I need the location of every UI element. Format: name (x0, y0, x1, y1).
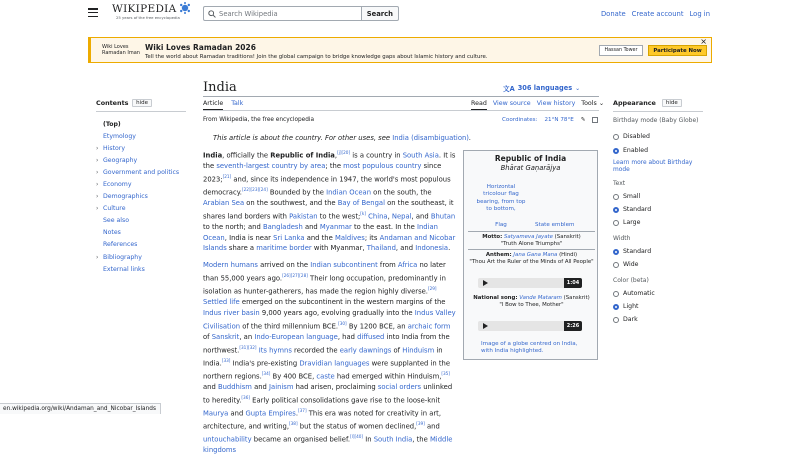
toc-item-label: Economy (103, 181, 132, 189)
radio-checked-icon[interactable] (613, 207, 619, 213)
appearance-hide-button[interactable]: hide (662, 99, 682, 107)
tab-talk[interactable]: Talk (231, 100, 244, 107)
color-automatic-option[interactable] (613, 290, 703, 297)
tab-view-history[interactable]: View history (536, 100, 576, 107)
anthem-duration: 1:04 (564, 278, 582, 288)
toc-item[interactable] (96, 203, 186, 215)
search-box[interactable] (203, 6, 362, 21)
view-tabs (471, 100, 604, 110)
toc-item[interactable] (96, 142, 186, 154)
anthem-row (466, 252, 597, 265)
option-label: Enabled (623, 147, 649, 154)
log-in-link[interactable]: Log in (689, 10, 710, 18)
title-divider (203, 96, 599, 97)
option-label: Standard (623, 206, 652, 213)
coordinates-label[interactable]: Coordinates: (502, 117, 538, 123)
toc-item-label: History (103, 144, 126, 152)
search-input[interactable] (219, 10, 349, 18)
edit-icon[interactable]: ✎ (580, 117, 586, 123)
radio-icon[interactable] (613, 262, 619, 268)
toc-item-label: (Top) (103, 120, 121, 128)
toc-item[interactable] (96, 166, 186, 178)
appearance-panel (613, 99, 703, 323)
page-title: India (203, 80, 237, 95)
status-bar-url: en.wikipedia.org/wiki/Andaman_and_Nicobar_Islands (0, 403, 161, 414)
hatnote-link[interactable]: India (disambiguation) (392, 134, 469, 142)
state-emblem-link[interactable]: State emblem (535, 222, 575, 228)
toc-item[interactable] (96, 251, 186, 263)
color-label: Color (beta) (613, 277, 649, 284)
coordinates (502, 117, 598, 123)
toc-item[interactable] (96, 118, 186, 130)
play-icon[interactable] (483, 280, 488, 286)
infobox (463, 150, 598, 360)
namespace-tabs (203, 100, 243, 110)
birthday-disabled-option[interactable] (613, 133, 703, 140)
text-large-option[interactable] (613, 219, 703, 226)
tab-view-source[interactable]: View source (492, 100, 531, 107)
option-label: Light (623, 303, 639, 310)
toc-item-label: Demographics (103, 193, 148, 201)
table-of-contents (96, 99, 186, 275)
anthem-lang: (Hindi) (559, 252, 578, 258)
banner-logo: Wiki Loves Ramadan Iman (102, 44, 140, 56)
search-button[interactable]: Search (362, 6, 399, 21)
toc-hide-button[interactable]: hide (132, 99, 152, 107)
option-label: Wide (623, 261, 639, 268)
language-icon: 文A (503, 85, 515, 93)
logo-wordmark: WIKIPEDIA (112, 3, 177, 15)
hatnote (213, 134, 471, 142)
toc-item-label: References (103, 241, 138, 249)
chevron-right-icon[interactable]: › (96, 156, 99, 164)
radio-icon[interactable] (613, 291, 619, 297)
toc-item-label: Bibliography (103, 253, 142, 261)
flag-alt-text: Horizontal tricolour flag bearing, from top to bottom, (476, 184, 526, 213)
chevron-right-icon[interactable]: › (96, 181, 99, 189)
language-button[interactable] (503, 83, 580, 93)
infobox-divider (468, 231, 595, 232)
globe-icon (179, 2, 191, 14)
banner-image: Hassan Tower (599, 45, 643, 56)
toc-item[interactable] (96, 215, 186, 227)
chevron-down-icon: ⌄ (575, 84, 581, 92)
article-body (203, 148, 459, 462)
anthem-translation: "Thou Art the Ruler of the Minds of All People" (469, 258, 594, 265)
color-dark-option[interactable] (613, 316, 703, 323)
toc-item[interactable] (96, 154, 186, 166)
search-icon (208, 10, 216, 18)
song-duration: 2:26 (564, 321, 582, 331)
toc-item-label: External links (103, 265, 145, 273)
participate-button[interactable]: Participate Now (648, 45, 707, 56)
chevron-right-icon[interactable]: › (96, 144, 99, 152)
option-label: Dark (623, 316, 638, 323)
text-size-label: Text (613, 180, 626, 187)
logo-tagline: 25 years of the free encyclopedia (116, 15, 180, 20)
song-link[interactable]: Vande Mataram (519, 295, 562, 301)
main-menu-icon[interactable] (88, 8, 98, 17)
infobox-title: Republic of India (494, 154, 567, 163)
toc-item[interactable] (96, 239, 186, 251)
flag-image[interactable] (476, 184, 526, 229)
banner-description: Tell the world about Ramadan traditions! Join the global campaign to bridge knowledge gaps about Islamic history and culture. (145, 54, 488, 60)
song-translation: "I Bow to Thee, Mother" (499, 301, 564, 308)
motto-link[interactable]: Satyameva Jayate (504, 234, 553, 240)
toc-item[interactable] (96, 227, 186, 239)
width-standard-option[interactable] (613, 248, 703, 255)
campaign-banner (88, 37, 712, 63)
wikipedia-logo[interactable] (112, 3, 191, 23)
anthem-audio-player[interactable] (478, 278, 582, 288)
flag-caption[interactable]: Flag (495, 221, 507, 228)
coordinates-value[interactable]: 21°N 78°E (544, 117, 574, 123)
option-label: Standard (623, 248, 652, 255)
radio-checked-icon[interactable] (613, 249, 619, 255)
motto-translation: "Truth Alone Triumphs" (500, 240, 563, 247)
hatnote-end: . (468, 134, 472, 142)
motto-row (466, 234, 597, 247)
toc-item[interactable] (96, 191, 186, 203)
toc-item-label: Culture (103, 205, 126, 213)
toc-item[interactable] (96, 263, 186, 275)
donate-link[interactable]: Donate (600, 10, 626, 18)
appearance-divider (613, 111, 703, 112)
radio-icon[interactable] (613, 317, 619, 323)
anthem-link[interactable]: Jana Gana Mana (513, 252, 558, 258)
toc-divider (96, 111, 186, 112)
tools-menu[interactable] (581, 100, 604, 110)
birthday-enabled-option[interactable] (613, 147, 703, 154)
chevron-right-icon[interactable]: › (96, 205, 99, 213)
song-label: National song: (473, 295, 518, 301)
tools-label: Tools (581, 100, 597, 107)
infobox-divider (468, 249, 595, 250)
text-small-option[interactable] (613, 193, 703, 200)
option-label: Large (623, 219, 641, 226)
language-count: 306 languages (517, 84, 573, 92)
toc-item-label: Etymology (103, 132, 136, 140)
play-icon[interactable] (483, 323, 488, 329)
option-label: Automatic (623, 290, 655, 297)
motto-label: Motto: (482, 234, 503, 240)
toc-heading: Contents (96, 99, 129, 107)
radio-icon[interactable] (613, 220, 619, 226)
toc-item[interactable] (96, 178, 186, 190)
infobox-subtitle: Bhārat Gaṇarājya (500, 164, 561, 172)
radio-checked-icon[interactable] (613, 304, 619, 310)
toc-item[interactable] (96, 130, 186, 142)
user-links (601, 10, 710, 18)
radio-icon[interactable] (613, 134, 619, 140)
width-wide-option[interactable] (613, 261, 703, 268)
map-icon[interactable] (592, 117, 598, 123)
color-light-option[interactable] (613, 303, 703, 310)
radio-icon[interactable] (613, 194, 619, 200)
motto-lang: (Sanskrit) (554, 234, 581, 240)
width-label: Width (613, 235, 631, 242)
toc-item-label: See also (103, 217, 130, 225)
option-label: Disabled (623, 133, 650, 140)
hatnote-text: This article is about the country. For other uses, see (213, 134, 393, 142)
tagline: From Wikipedia, the free encyclopedia (203, 117, 315, 123)
site-header (0, 0, 800, 30)
chevron-right-icon[interactable]: › (96, 193, 99, 201)
banner-title: Wiki Loves Ramadan 2026 (145, 43, 256, 52)
lead-paragraph: India, officially the Republic of India,[j][20] is a country in South Asia. It is the seventh-largest country by area; the most populous country since 2023;[21] and, since its independence in 1947, the world's most populous democracy.[22][23][24] Bounded by the Indian Ocean on the south, the Arabian Sea on the southwest, and the Bay of Bengal on the southeast, it shares land borders with Pakistan to the west;[k] China, Nepal, and Bhutan to the north; and Bangladesh and Myanmar to the east. In the Indian Ocean, India is near Sri Lanka and the Maldives; its Andaman and Nicobar Islands share a maritime border with Myanmar, Thailand, and Indonesia. (203, 150, 456, 253)
toc-list (96, 118, 186, 275)
toc-item-label: Notes (103, 229, 121, 237)
chevron-right-icon[interactable]: › (96, 168, 99, 176)
birthday-mode-label: Birthday mode (Baby Globe) (613, 117, 699, 124)
tab-read[interactable]: Read (471, 100, 487, 110)
text-standard-option[interactable] (613, 206, 703, 213)
search-form (203, 6, 399, 21)
history-paragraph: Modern humans arrived on the Indian subcontinent from Africa no later than 55,000 years ago.[26][27][28] Their long occupation, predominantly in isolation as hunter-gatherers, has made the region highly diverse.[29] Settled life emerged on the subcontinent in the western margins of the Indus river basin 9,000 years ago, evolving gradually into the Indus Valley Civilisation of the third millennium BCE.[30] By 1200 BCE, an archaic form of Sanskrit, an Indo-European language, had diffused into India from the northwest.[31][32] Its hymns recorded the early dawnings of Hinduism in India.[33] India's pre-existing Dravidian languages were supplanted in the northern regions.[34] By 400 BCE, caste had emerged within Hinduism,[35] and Buddhism and Jainism had arisen, proclaiming social orders unlinked to heredity.[36] Early political consolidations gave rise to the loose-knit Maurya and Gupta Empires.[37] This era was noted for creativity in art, architecture, and writing,[38] but the status of women declined,[39] and untouchability became an organised belief.[l][40] In South India, the Middle kingdoms (203, 261, 456, 454)
song-audio-player[interactable] (478, 321, 582, 331)
birthday-learn-more-link[interactable]: Learn more about Birthday mode (613, 160, 693, 173)
radio-checked-icon[interactable] (613, 148, 619, 154)
song-lang: (Sanskrit) (563, 295, 590, 301)
appearance-heading: Appearance (613, 99, 656, 107)
close-icon[interactable]: × (700, 37, 707, 46)
tab-article[interactable]: Article (203, 100, 223, 110)
option-label: Small (623, 193, 641, 200)
chevron-right-icon[interactable]: › (96, 253, 99, 261)
tabs-divider (203, 110, 599, 111)
chevron-down-icon: ⌄ (598, 100, 605, 107)
national-song-row (466, 295, 597, 308)
create-account-link[interactable]: Create account (631, 10, 684, 18)
globe-image-caption[interactable]: Image of a globe centred on India, with India highlighted. (481, 341, 578, 354)
toc-item-label: Geography (103, 156, 138, 164)
anthem-label: Anthem: (485, 252, 512, 258)
toc-item-label: Government and politics (103, 168, 180, 176)
